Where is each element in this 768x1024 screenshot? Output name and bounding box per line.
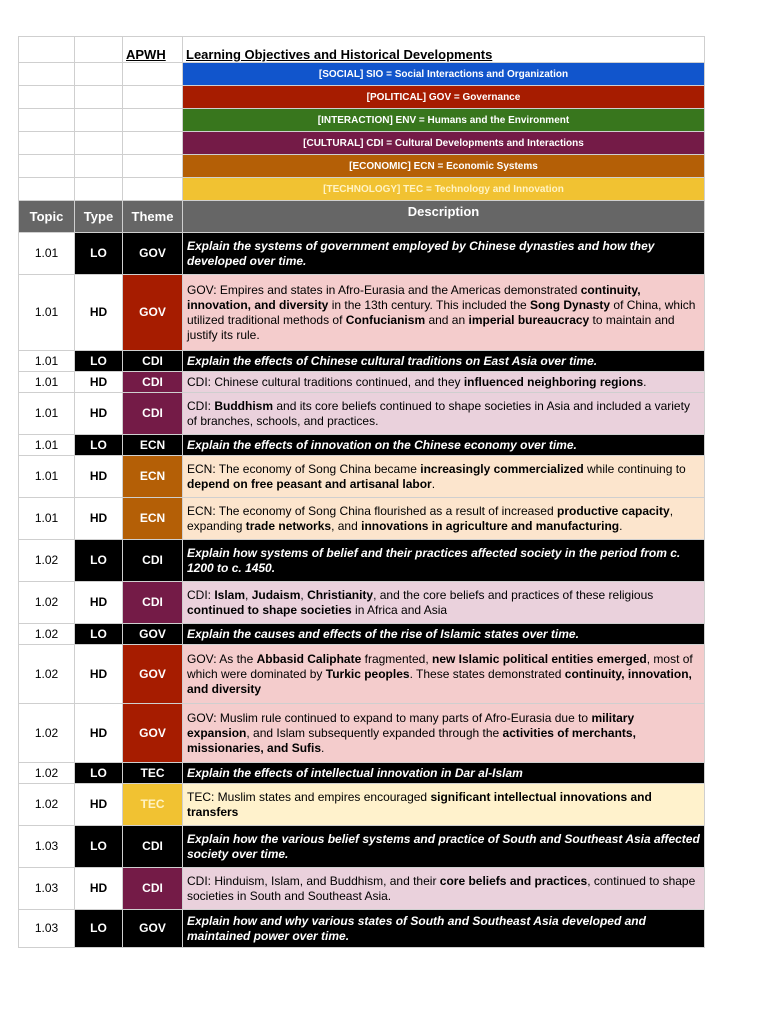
description-cell[interactable] — [183, 826, 705, 868]
type-cell[interactable]: LO — [75, 351, 123, 372]
legend-row — [19, 155, 705, 178]
description-bold-text: influenced neighboring regions — [463, 374, 644, 389]
description-cell[interactable] — [183, 582, 705, 624]
description-text: Explain the effects of innovation on the Chinese economy over time. — [187, 437, 577, 452]
description-bold-text: Christianity — [307, 587, 374, 602]
empty-cell[interactable] — [19, 155, 75, 178]
topic-cell[interactable]: 1.01 — [19, 233, 75, 275]
description-bold-text: military expansion — [187, 710, 635, 740]
table-row — [19, 275, 705, 351]
sheet-title[interactable]: Learning Objectives and Historical Developments — [183, 37, 705, 63]
description-text: in the 13th century. This included the — [328, 297, 531, 312]
description-cell[interactable] — [183, 275, 705, 351]
topic-cell[interactable]: 1.03 — [19, 868, 75, 910]
description-text: , and the core beliefs and practices of these religious — [373, 587, 654, 602]
empty-cell[interactable] — [123, 86, 183, 109]
legend-item[interactable]: [ECONOMIC] ECN = Economic Systems — [183, 155, 705, 178]
description-bold-text: significant intellectual innovations and transfers — [187, 789, 652, 819]
topic-cell[interactable]: 1.02 — [19, 704, 75, 763]
empty-cell[interactable] — [19, 132, 75, 155]
theme-cell[interactable]: GOV — [123, 910, 183, 948]
description-text: in Africa and Asia — [351, 602, 448, 617]
empty-cell[interactable] — [19, 109, 75, 132]
empty-cell[interactable] — [19, 63, 75, 86]
description-cell[interactable] — [183, 763, 705, 784]
description-cell[interactable] — [183, 910, 705, 948]
type-cell[interactable]: LO — [75, 624, 123, 645]
description-cell[interactable] — [183, 233, 705, 275]
description-cell[interactable] — [183, 868, 705, 910]
table-row — [19, 784, 705, 826]
table-row — [19, 645, 705, 704]
spreadsheet-table — [18, 36, 705, 948]
topic-cell[interactable]: 1.02 — [19, 582, 75, 624]
description-text: Explain how and why various states of South and Southeast Asia developed and maintained power over time. — [187, 913, 646, 943]
description-bold-text: Buddhism — [214, 398, 274, 413]
description-cell[interactable] — [183, 435, 705, 456]
topic-cell[interactable]: 1.01 — [19, 435, 75, 456]
table-row — [19, 435, 705, 456]
description-text: , continued to shape societies in South and Southeast Asia. — [187, 873, 696, 903]
description-text: , — [245, 587, 252, 602]
description-text: , and — [331, 518, 362, 533]
table-row — [19, 763, 705, 784]
topic-cell[interactable]: 1.01 — [19, 498, 75, 540]
description-bold-text: productive capacity — [556, 503, 670, 518]
topic-cell[interactable]: 1.03 — [19, 826, 75, 868]
type-cell[interactable]: LO — [75, 435, 123, 456]
description-text: Explain how the various belief systems and practice of South and Southeast Asia affected society over time. — [187, 831, 700, 861]
description-bold-text: core beliefs and practices — [439, 873, 588, 888]
description-cell[interactable] — [183, 393, 705, 435]
topic-cell[interactable]: 1.02 — [19, 540, 75, 582]
type-cell[interactable]: HD — [75, 645, 123, 704]
description-text: CDI: Chinese cultural traditions continued, and they — [187, 374, 464, 389]
topic-cell[interactable]: 1.02 — [19, 784, 75, 826]
description-text: to maintain and justify its rule. — [187, 312, 675, 342]
description-bold-text: continuity, innovation, and diversity — [187, 666, 692, 696]
empty-cell[interactable] — [123, 63, 183, 86]
description-text: CDI: Hinduism, Islam, and Buddhism, and their — [187, 873, 440, 888]
apwh-label[interactable]: APWH — [123, 37, 183, 63]
description-text: . These states demonstrated — [409, 666, 565, 681]
description-text: Explain the causes and effects of the rise of Islamic states over time. — [187, 626, 579, 641]
type-cell[interactable]: LO — [75, 763, 123, 784]
empty-cell[interactable] — [19, 86, 75, 109]
type-cell[interactable]: HD — [75, 456, 123, 498]
legend-row — [19, 109, 705, 132]
type-column-header[interactable]: Type — [75, 201, 123, 233]
table-row — [19, 868, 705, 910]
description-text: Explain the effects of intellectual innovation in Dar al-Islam — [187, 765, 523, 780]
empty-cell[interactable] — [75, 109, 123, 132]
description-bold-text: Song Dynasty — [530, 297, 611, 312]
table-row — [19, 456, 705, 498]
theme-cell[interactable]: CDI — [123, 351, 183, 372]
description-text: . — [321, 740, 325, 755]
theme-cell[interactable]: CDI — [123, 372, 183, 393]
description-text: , — [300, 587, 308, 602]
type-cell[interactable]: HD — [75, 498, 123, 540]
theme-cell[interactable]: CDI — [123, 826, 183, 868]
legend-item[interactable]: [TECHNOLOGY] TEC = Technology and Innovation — [183, 178, 705, 201]
type-cell[interactable]: HD — [75, 393, 123, 435]
description-bold-text: activities of merchants, missionaries, and Sufis — [187, 725, 636, 755]
table-row — [19, 624, 705, 645]
type-cell[interactable]: HD — [75, 704, 123, 763]
description-text: GOV: As the — [187, 651, 257, 666]
theme-cell[interactable]: CDI — [123, 540, 183, 582]
description-bold-text: Judaism — [251, 587, 301, 602]
description-cell[interactable] — [183, 784, 705, 826]
description-bold-text: Confucianism — [345, 312, 426, 327]
theme-cell[interactable]: GOV — [123, 233, 183, 275]
type-cell[interactable]: LO — [75, 910, 123, 948]
topic-cell[interactable]: 1.02 — [19, 763, 75, 784]
description-text: . — [643, 374, 647, 389]
description-text: of China, which utilized traditional methods of — [187, 297, 696, 327]
empty-cell[interactable] — [75, 63, 123, 86]
description-text: , most of which were dominated by — [187, 651, 693, 681]
theme-cell[interactable]: GOV — [123, 275, 183, 351]
description-text: ECN: The economy of Song China flourished as a result of increased — [187, 503, 557, 518]
description-text: GOV: Muslim rule continued to expand to many parts of Afro-Eurasia due to — [187, 710, 592, 725]
legend-row — [19, 63, 705, 86]
table-row — [19, 393, 705, 435]
theme-cell[interactable]: GOV — [123, 704, 183, 763]
table-row — [19, 582, 705, 624]
type-cell[interactable]: HD — [75, 275, 123, 351]
topic-cell[interactable]: 1.02 — [19, 645, 75, 704]
description-text: CDI: — [187, 587, 215, 602]
description-bold-text: Abbasid Caliphate — [256, 651, 362, 666]
description-text: fragmented, — [361, 651, 432, 666]
empty-cell[interactable] — [19, 178, 75, 201]
theme-cell[interactable]: CDI — [123, 868, 183, 910]
theme-cell[interactable]: CDI — [123, 393, 183, 435]
type-cell[interactable]: HD — [75, 868, 123, 910]
theme-cell[interactable]: GOV — [123, 624, 183, 645]
description-bold-text: Turkic peoples — [325, 666, 410, 681]
description-text: and an — [425, 312, 469, 327]
column-header-row — [19, 201, 705, 233]
topic-cell[interactable]: 1.01 — [19, 351, 75, 372]
legend-item[interactable]: [INTERACTION] ENV = Humans and the Environment — [183, 109, 705, 132]
description-text: while continuing to — [583, 461, 686, 476]
table-row — [19, 498, 705, 540]
description-bold-text: depend on free peasant and artisanal labor — [187, 476, 432, 491]
theme-cell[interactable]: TEC — [123, 763, 183, 784]
description-bold-text: continued to shape societies — [187, 602, 352, 617]
description-bold-text: innovations in agriculture and manufacturing — [361, 518, 620, 533]
table-row — [19, 540, 705, 582]
description-cell[interactable] — [183, 645, 705, 704]
description-bold-text: imperial bureaucracy — [468, 312, 590, 327]
table-row — [19, 704, 705, 763]
theme-cell[interactable]: TEC — [123, 784, 183, 826]
empty-cell[interactable] — [75, 155, 123, 178]
table-row — [19, 910, 705, 948]
legend-row — [19, 132, 705, 155]
theme-cell[interactable]: ECN — [123, 435, 183, 456]
description-text: , and Islam subsequently expanded through the — [246, 725, 503, 740]
description-bold-text: new Islamic political entities emerged — [432, 651, 647, 666]
description-cell[interactable] — [183, 498, 705, 540]
description-cell[interactable] — [183, 456, 705, 498]
empty-cell[interactable] — [123, 132, 183, 155]
topic-cell[interactable]: 1.02 — [19, 624, 75, 645]
type-cell[interactable]: HD — [75, 372, 123, 393]
description-text: ECN: The economy of Song China became — [187, 461, 421, 476]
type-cell[interactable]: HD — [75, 784, 123, 826]
description-bold-text: continuity, innovation, and diversity — [187, 282, 641, 312]
legend-item[interactable]: [POLITICAL] GOV = Governance — [183, 86, 705, 109]
empty-cell[interactable] — [123, 155, 183, 178]
topic-cell[interactable]: 1.01 — [19, 275, 75, 351]
description-text: , expanding — [187, 503, 674, 533]
legend-row — [19, 86, 705, 109]
topic-column-header[interactable]: Topic — [19, 201, 75, 233]
table-row — [19, 233, 705, 275]
theme-cell[interactable]: ECN — [123, 498, 183, 540]
theme-cell[interactable]: CDI — [123, 582, 183, 624]
description-column-header[interactable]: Description — [183, 201, 705, 233]
description-bold-text: trade networks — [245, 518, 332, 533]
description-cell[interactable] — [183, 704, 705, 763]
table-row — [19, 826, 705, 868]
empty-cell[interactable] — [75, 86, 123, 109]
empty-cell[interactable] — [123, 109, 183, 132]
description-cell[interactable] — [183, 624, 705, 645]
legend-item[interactable]: [SOCIAL] SIO = Social Interactions and Organization — [183, 63, 705, 86]
empty-cell[interactable] — [75, 37, 123, 63]
description-text: Explain how systems of belief and their practices affected society in the period from c. 1200 to c. 1450. — [187, 545, 681, 575]
topic-cell[interactable]: 1.01 — [19, 456, 75, 498]
type-cell[interactable]: HD — [75, 582, 123, 624]
description-text: . — [619, 518, 623, 533]
type-cell[interactable]: LO — [75, 540, 123, 582]
table-row — [19, 372, 705, 393]
table-row — [19, 351, 705, 372]
description-text: and its core beliefs continued to shape societies in Asia and included a variety of branches, schools, and practices. — [187, 398, 690, 428]
legend-row — [19, 178, 705, 201]
type-cell[interactable]: LO — [75, 233, 123, 275]
empty-cell[interactable] — [123, 178, 183, 201]
empty-cell[interactable] — [75, 132, 123, 155]
legend-item[interactable]: [CULTURAL] CDI = Cultural Developments and Interactions — [183, 132, 705, 155]
header-row — [19, 37, 705, 63]
topic-cell[interactable]: 1.01 — [19, 372, 75, 393]
type-cell[interactable]: LO — [75, 826, 123, 868]
description-bold-text: increasingly commercialized — [420, 461, 584, 476]
description-text: CDI: — [187, 398, 215, 413]
description-text: Explain the effects of Chinese cultural traditions on East Asia over time. — [187, 353, 598, 368]
description-cell[interactable] — [183, 351, 705, 372]
description-text: . — [431, 476, 436, 491]
description-cell[interactable] — [183, 372, 705, 393]
theme-cell[interactable]: GOV — [123, 645, 183, 704]
description-text: Explain the systems of government employed by Chinese dynasties and how they developed over time. — [187, 238, 655, 268]
empty-cell[interactable] — [19, 37, 75, 63]
empty-cell[interactable] — [75, 178, 123, 201]
description-text: GOV: Empires and states in Afro-Eurasia and the Americas demonstrated — [187, 282, 581, 297]
description-cell[interactable] — [183, 540, 705, 582]
topic-cell[interactable]: 1.03 — [19, 910, 75, 948]
description-bold-text: Islam — [214, 587, 246, 602]
theme-column-header[interactable]: Theme — [123, 201, 183, 233]
theme-cell[interactable]: ECN — [123, 456, 183, 498]
topic-cell[interactable]: 1.01 — [19, 393, 75, 435]
description-text: TEC: Muslim states and empires encouraged — [187, 789, 431, 804]
